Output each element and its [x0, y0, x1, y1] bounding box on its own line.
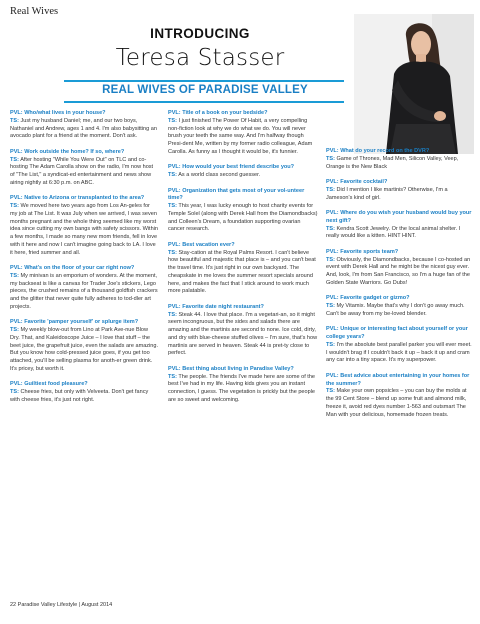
question-label: PVL:: [326, 148, 339, 154]
spacer: [326, 288, 474, 296]
interview-column-1: [10, 110, 158, 405]
question-text: Guiltiest food pleasure?: [24, 381, 88, 388]
spacer: [10, 374, 158, 382]
question: [10, 195, 158, 203]
question-text: Unique or interesting fact about yourself or your college years?: [326, 326, 468, 340]
question: [10, 319, 158, 327]
question-label: PVL:: [326, 295, 339, 302]
spacer: [326, 365, 474, 373]
answer-label: TS:: [168, 311, 177, 318]
answer: [326, 342, 474, 365]
spacer: [10, 188, 158, 196]
answer-label: TS:: [168, 203, 177, 209]
qa-item: [10, 195, 158, 257]
answer-text: I'm the absolute best parallel parker you will ever meet. I wouldn't brag if I couldn't back it up – back it up and cram any car into a tiny space. It's my superpower.: [326, 341, 472, 364]
spacer: [10, 312, 158, 320]
question: [10, 149, 158, 157]
answer: [168, 374, 318, 405]
answer: [326, 156, 474, 172]
qa-item: [326, 373, 474, 420]
answer: [10, 327, 158, 374]
answer-text: Obviously, the Diamondbacks, because I co-hosted an event with Derek Hall and he might be the nicest guy ever. And, look, I'm from San Francisco, so I'm a huge fan of the Golden State Warriors. Go Dubs!: [326, 256, 471, 286]
question: [168, 164, 318, 172]
answer-text: I just finished The Power Of Habit, a very compelling non-fiction look at why we do what we do. You will never brush your teeth the same way. And I'm halfway though Presi-dent Me, written by my former radio colleague, Adam Carolla. As funny as I thought it would be, it's funnier.: [168, 117, 313, 155]
qa-item: [326, 179, 474, 202]
portrait-photo: [354, 14, 474, 154]
question: [168, 304, 318, 312]
question: [10, 265, 158, 273]
question-label: PVL:: [168, 241, 181, 248]
spacer: [326, 202, 474, 210]
question-label: PVL:: [168, 303, 181, 310]
question-text: Where do you wish your husband would buy your next gift?: [326, 210, 472, 224]
answer: [326, 187, 474, 203]
question-text: Native to Arizona or transplanted to the area?: [24, 195, 145, 202]
series-subtitle: REAL WIVES OF PARADISE VALLEY: [102, 84, 308, 96]
qa-item: [10, 110, 158, 141]
answer-text: My weekly blow-out from Lino at Park Ave-nue Blow Dry. That, and Kaleidoscope Juice – I love that stuff – the beet juice, the grapefruit juice, even the salads are amazing. But you know how cold-pressed juice goes, if you get too attached, you'll be selling plasma for anoth-er green drink. It's pricey, but worth it.: [10, 327, 159, 372]
answer: [10, 118, 158, 141]
interview-column-2: [168, 110, 318, 405]
spacer: [168, 180, 318, 188]
question-text: Best vacation ever?: [182, 241, 235, 248]
question-label: PVL:: [10, 148, 23, 155]
answer: [168, 172, 318, 180]
question-text: Who/what lives in your house?: [24, 110, 106, 116]
qa-item: [326, 148, 474, 171]
question: [326, 249, 474, 257]
question-text: Organization that gets most of your vol-unteer time?: [168, 187, 305, 202]
question-text: What's on the floor of your car right now?: [24, 265, 135, 271]
question-text: Work outside the home? If so, where?: [24, 148, 125, 155]
answer-text: Steak 44. I love that place. I'm a vegetari-an, so it might seem incongruous, but the sides and salads there are amazing and the martinis are second to none. Ice cold, dirty, and dry with blue-cheese stuffed olives – I'm sure, that's how martinis are served in heaven. Steak 44 is pret-ty close to perfect.: [168, 311, 318, 357]
spacer: [10, 141, 158, 149]
qa-item: [10, 149, 158, 188]
question-text: Best advice about entertaining in your homes for the summer?: [326, 372, 470, 387]
answer-label: TS:: [10, 389, 19, 395]
answer-label: TS:: [326, 186, 335, 193]
question-label: PVL:: [10, 110, 23, 116]
answer-label: TS:: [168, 249, 177, 256]
answer: [168, 118, 318, 157]
answer-label: TS:: [326, 225, 335, 232]
question-label: PVL:: [10, 195, 23, 202]
question: [326, 210, 474, 226]
answer-label: TS:: [326, 303, 335, 309]
qa-item: [168, 366, 318, 405]
answer-text: We moved here two years ago from Los An-geles for my job at The List. It was July when we arrived, I was seven months pregnant and the whole thing seemed like my worst idea since cutting my own bangs with safety scissors. Within a few months, I made so many new mom friends, fell in love with it here and now I can't imagine going back to LA. I love it here, fried summer and all.: [10, 203, 158, 256]
spacer: [326, 171, 474, 179]
answer: [326, 388, 474, 419]
answer-text: Stay-cation at the Royal Palms Resort. I can't believe how beautiful and majestic that place is – and you can't beat the travel time. It's just right in our own backyard. The cheapskate in me loves the summer resort specials around here, and makes the fact that I stick around to work much more palatable.: [168, 249, 316, 295]
answer: [10, 157, 158, 188]
question: [168, 242, 318, 250]
question-label: PVL:: [326, 372, 339, 379]
question-text: Favorite gadget or gizmo?: [340, 295, 410, 302]
answer-label: TS:: [326, 388, 335, 395]
spacer: [326, 319, 474, 327]
qa-item: [326, 295, 474, 318]
question: [326, 326, 474, 342]
answer-label: TS:: [326, 256, 335, 263]
answer-label: TS:: [10, 327, 19, 333]
question-text: What do your record on the DVR?: [340, 148, 430, 154]
answer-label: TS:: [10, 117, 19, 124]
bottom-rule: [64, 101, 344, 103]
answer-text: This year, I was lucky enough to host charity events for Temple Solel (along with Derek Hall from the Diamondbacks) and Colleen's Dream, a foundation supporting ovarian cancer research.: [168, 203, 318, 233]
question-text: Favorite sports team?: [340, 248, 399, 255]
question: [168, 188, 318, 204]
question-label: PVL:: [326, 179, 339, 185]
answer: [10, 389, 158, 405]
question: [168, 110, 318, 118]
spacer: [168, 234, 318, 242]
spacer: [10, 257, 158, 265]
interview-column-3: [326, 148, 474, 419]
answer-text: Just my husband Daniel; me, and our two boys, Nathaniel and Andrew, ages 1 and 4. I'm also babysitting an avocado plant for a friend at the moment. Don't ask.: [10, 117, 157, 140]
section-label: Real Wives: [10, 6, 59, 17]
question-label: PVL:: [168, 110, 181, 116]
answer-label: TS:: [168, 117, 177, 124]
qa-item: [326, 249, 474, 288]
qa-item: [168, 110, 318, 157]
answer: [168, 312, 318, 359]
qa-item: [168, 164, 318, 180]
qa-item: [10, 319, 158, 373]
qa-item: [168, 304, 318, 358]
question-label: PVL:: [168, 187, 181, 194]
spacer: [168, 157, 318, 165]
answer: [168, 203, 318, 234]
answer-text: Cheese fries, but only with Velveeta. Don't get fancy with cheese fries, it's just not right.: [10, 389, 149, 403]
answer-text: My Vitamix. Maybe that's why I don't go away much. Can't be away from my be-loved blender.: [326, 303, 465, 317]
answer-label: TS:: [10, 272, 19, 279]
answer-text: Game of Thrones, Mad Men, Silicon Valley, Veep, Orange is the New Black: [326, 155, 459, 170]
question-label: PVL:: [10, 265, 23, 271]
answer: [10, 273, 158, 312]
qa-item: [326, 326, 474, 365]
answer-label: TS:: [326, 341, 335, 348]
answer: [326, 257, 474, 288]
question-text: Favorite 'pamper yourself' or splurge item?: [24, 319, 139, 326]
question: [326, 295, 474, 303]
top-rule: [64, 80, 344, 82]
question-text: Best thing about living in Paradise Valley?: [182, 365, 294, 372]
qa-item: [168, 242, 318, 296]
question: [10, 110, 158, 118]
qa-item: [10, 265, 158, 312]
question: [326, 148, 474, 156]
answer: [168, 250, 318, 297]
question-label: PVL:: [326, 210, 339, 216]
qa-item: [10, 381, 158, 404]
answer-label: TS:: [168, 373, 177, 380]
question-text: Favorite cocktail?: [340, 179, 388, 185]
answer: [326, 226, 474, 242]
profile-name: Teresa Stasser: [115, 45, 285, 71]
answer-label: TS:: [168, 172, 177, 178]
question: [168, 366, 318, 374]
answer: [10, 203, 158, 257]
question-label: PVL:: [326, 326, 339, 333]
question-text: Favorite date night restaurant?: [182, 303, 264, 310]
answer-label: TS:: [326, 155, 335, 162]
page-footer: 22 Paradise Valley Lifestyle | August 2014: [10, 602, 113, 608]
spacer: [326, 241, 474, 249]
answer-text: Did I mention I like martinis? Otherwise, I'm a Jameson's kind of girl.: [326, 186, 448, 201]
qa-item: [326, 210, 474, 241]
answer-label: TS:: [10, 156, 19, 163]
qa-item: [168, 188, 318, 235]
question-label: PVL:: [168, 365, 181, 372]
answer-text: Make your own popsicles – you can buy the molds at the 99 Cent Store – blend up some fruit and almond milk, freeze it, avoid red dyes number 1-563 and outsmart The Man with your delicious, homemade frozen treats.: [326, 388, 467, 418]
spacer: [168, 296, 318, 304]
question-label: PVL:: [168, 164, 181, 171]
question: [10, 381, 158, 389]
answer: [326, 303, 474, 319]
question-text: How would your best friend describe you?: [182, 164, 295, 171]
answer-text: As a world class second guesser.: [178, 172, 261, 178]
spacer: [168, 358, 318, 366]
answer-text: My minivan is an emporium of wonders. At the moment, my backseat is like a canvas for Trader Joe's stickers, Lego pieces, the crushed remains of a thousand goldfish crackers and the glitter that never quite fully adheres to tod-dler art projects.: [10, 272, 158, 310]
question-text: Title of a book on your bedside?: [182, 110, 268, 116]
question-label: PVL:: [326, 248, 339, 255]
answer-text: Kendra Scott Jewelry. Or the local animal shelter. I really would like a kitten. HINT HINT.: [326, 225, 461, 240]
question-label: PVL:: [10, 381, 23, 388]
answer-label: TS:: [10, 203, 19, 209]
intro-heading: INTRODUCING: [150, 26, 250, 41]
answer-text: After hosting "While You Were Out" on TLC and co-hosting The Adam Carolla show on the radio, I'm now host of "The List," a syndicat-ed entertainment and news show airing nightly at 6:30 p.m. on ABC.: [10, 156, 154, 186]
answer-text: The people. The friends I've made here are some of the best I've had in my life. Having kids gives you an instant connection, I guess. The vegetation is prickly but the people are so sweet and welcoming.: [168, 373, 316, 403]
question: [326, 373, 474, 389]
question-label: PVL:: [10, 319, 23, 326]
question: [326, 179, 474, 187]
